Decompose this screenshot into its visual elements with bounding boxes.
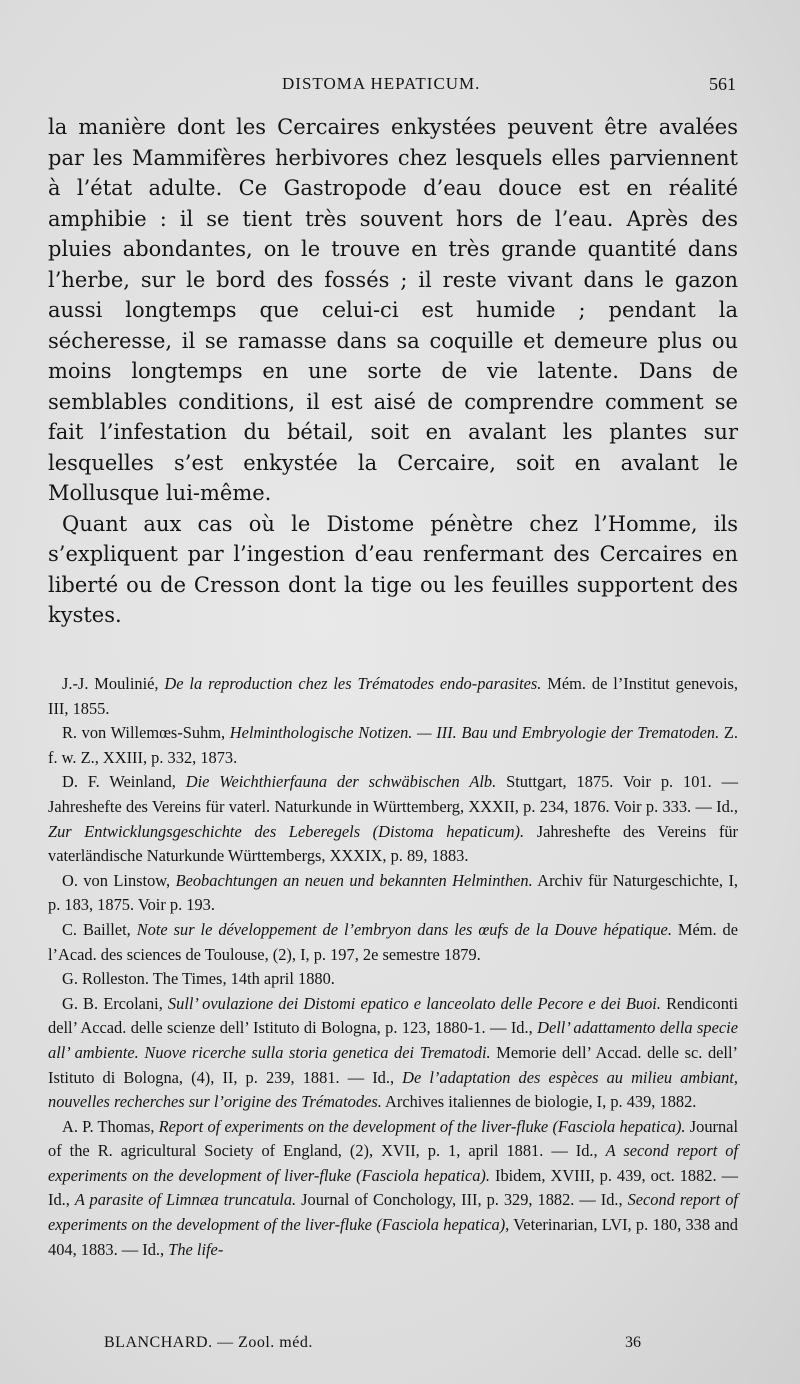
reference-text: G. Rolleston. The Times, 14th april 1880.: [62, 969, 335, 989]
reference-text: Rendiconti dell’ Accad. delle scienze dell’ Istituto di Bologna, p. 123, 1880-1. — Id.,: [48, 993, 739, 1038]
page-footer: [0, 1334, 800, 1358]
reference-text: Mém. de l’Acad. des sciences de Toulouse, (2), I, p. 197, 2e semestre 1879.: [48, 919, 738, 964]
reference-entry: [48, 967, 738, 992]
body-paragraph: Quant aux cas où le Distome pénètre chez l’Homme, ils s’expliquent par l’ingestion d’eau renfermant des Cercaires en liberté ou de Cresson dont la tige ou les feuilles supportent des kystes.: [48, 511, 738, 627]
reference-text: Journal of the R. agricultural Society of England, (2), XVII, p. 1, april 1881. — Id.,: [48, 1116, 738, 1161]
reference-text: Veterinarian, LVI, p. 180, 338 and 404, 1883. — Id.,: [48, 1215, 738, 1259]
reference-title: Beobachtungen an neuen und bekannten Helminthen.: [175, 870, 533, 890]
reference-title: De l’adaptation des espèces au milieu ambiant, nouvelles recherches sur l’origine des Trématodes.: [48, 1067, 738, 1112]
reference-text: Journal of Conchology, III, p. 329, 1882. — Id.,: [296, 1190, 628, 1210]
reference-text: Archives italiennes de biologie, I, p. 439, 1882.: [381, 1092, 697, 1112]
reference-text: O. von Linstow,: [62, 870, 176, 890]
reference-entry: [48, 869, 738, 918]
reference-entry: [48, 992, 738, 1115]
reference-text: J.-J. Moulinié,: [62, 674, 165, 693]
running-head: [0, 74, 800, 98]
reference-text: Stuttgart, 1875. Voir p. 101. — Jahreshefte des Vereins für vaterl. Naturkunde in Württemberg, XXXII, p. 234, 1876. Voir p. 333. — Id.,: [48, 772, 738, 816]
reference-text: D. F. Weinland,: [62, 772, 186, 792]
reference-text: G. B. Ercolani,: [62, 993, 168, 1013]
reference-title: De la reproduction chez les Trématodes endo-parasites.: [164, 674, 542, 693]
reference-title: A parasite of Limnæa truncatula.: [74, 1190, 297, 1210]
reference-title: Helminthologische Notizen. — III. Bau und Embryologie der Trematoden.: [229, 723, 720, 743]
reference-text: Mém. de l’Institut genevois, III, 1855.: [48, 674, 738, 718]
reference-entry: [48, 918, 738, 967]
reference-entry: [48, 672, 738, 721]
reference-title: Note sur le développement de l’embryon dans les œufs de la Douve hépatique.: [136, 919, 672, 939]
reference-text: Z. f. w. Z., XXIII, p. 332, 1873.: [48, 723, 738, 767]
reference-text: Jahreshefte des Vereins für vaterländische Naturkunde Württembergs, XXXIX, p. 89, 1883.: [48, 821, 738, 866]
reference-title: Die Weichthierfauna der schwäbischen Alb.: [185, 772, 497, 792]
reference-title: A second report of experiments on the development of liver-fluke (Fasciola hepatica).: [48, 1141, 739, 1185]
body-paragraph: la manière dont les Cercaires enkystées peuvent être avalées par les Mammifères herbivores chez lesquels elles parviennent à l’état adulte. Ce Gastropode d’eau douce est en réalité amphibie : il se tient très souvent hors de l’eau. Après des pluies abondantes, on le trouve en très grande quantité dans l’herbe, sur le bord des fossés ; il reste vivant dans le gazon aussi longtemps que celui-ci est humide ; pendant la sécheresse, il se ramasse dans sa coquille et demeure plus ou moins longtemps en une sorte de vie latente. Dans de semblables conditions, il est aisé de comprendre comment se fait l’infestation du bétail, soit en avalant les plantes sur lesquelles s’est enkystée la Cercaire, soit en avalant le Mollusque lui-même.: [48, 115, 738, 505]
running-head-title: DISTOMA HEPATICUM.: [282, 74, 481, 93]
reference-title: Report of experiments on the development of the liver-fluke (Fasciola hepatica).: [158, 1116, 686, 1136]
reference-title: Dell’ adattamento della specie all’ ambiente. Nuove ricerche sulla storia genetica dei Trematodi.: [48, 1018, 738, 1062]
reference-text: Memorie dell’ Accad. delle sc. dell’ Istituto di Bologna, (4), II, p. 239, 1881. — Id.,: [48, 1042, 738, 1087]
reference-entry: [48, 721, 738, 770]
signature-mark: BLANCHARD. — Zool. méd.: [104, 1334, 313, 1351]
bibliography: [48, 672, 738, 1262]
body-text: [48, 112, 738, 631]
reference-title: Sull’ ovulazione dei Distomi epatico e lanceolato delle Pecore e dei Buoi.: [167, 993, 661, 1013]
reference-title: The life-: [168, 1239, 224, 1259]
reference-title: Second report of experiments on the development of the liver-fluke (Fasciola hepatica),: [48, 1190, 738, 1235]
reference-text: A. P. Thomas,: [62, 1116, 159, 1136]
reference-text: R. von Willemœs-Suhm,: [62, 723, 230, 743]
reference-entry: [48, 770, 738, 868]
reference-text: C. Baillet,: [62, 919, 137, 939]
reference-entry: [48, 1115, 738, 1263]
sheet-number: 36: [625, 1334, 641, 1351]
reference-text: Ibidem, XVIII, p. 439, oct. 1882. — Id.,: [48, 1165, 738, 1210]
reference-title: Zur Entwicklungsgeschichte des Leberegels (Distoma hepaticum).: [48, 821, 525, 841]
reference-text: Archiv für Naturgeschichte, I, p. 183, 1875. Voir p. 193.: [48, 870, 739, 915]
page-number: 561: [709, 74, 736, 94]
